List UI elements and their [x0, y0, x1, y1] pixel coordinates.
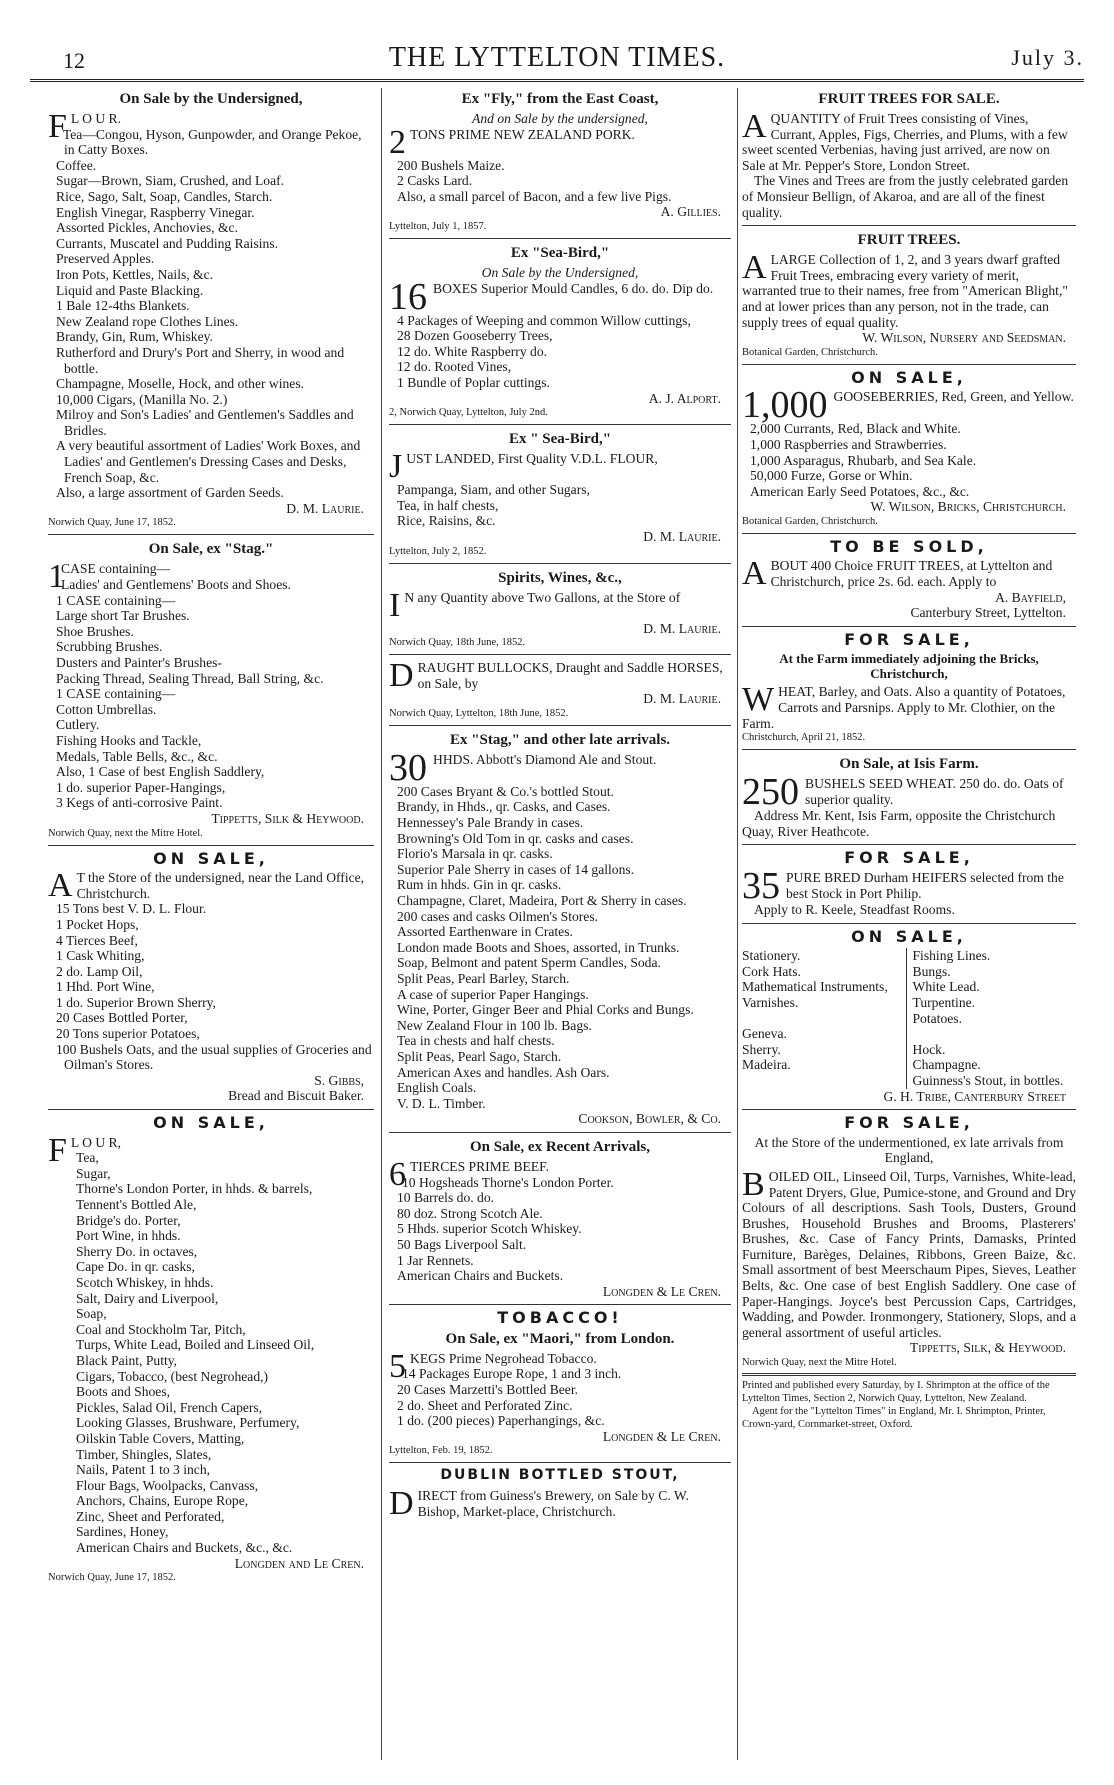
masthead-rule	[30, 79, 1084, 86]
list-line: 20 Cases Marzetti's Bottled Beer.	[397, 1382, 579, 1398]
list-line: Stationery.	[742, 948, 801, 964]
list-line: 1 CASE containing—	[56, 686, 176, 702]
advert-heading: DUBLIN BOTTLED STOUT,	[440, 1467, 680, 1484]
advert-to-be-sold	[742, 536, 1076, 621]
advert-first-line: L O U R.	[70, 111, 122, 126]
advert-list	[48, 127, 374, 501]
advert-paragraph: The Vines and Trees are from the justly celebrated garden of Monsieur Bellign, of Akaroa, and are all of the finest quality.	[742, 173, 1069, 220]
list-line: 1 do. (200 pieces) Paperhangings, &c.	[397, 1413, 605, 1429]
advert-recent-arrivals	[389, 1138, 731, 1299]
list-line: London made Boots and Shoes, assorted, in Trunks.	[397, 939, 680, 955]
advert-signature: A. Bayfield,	[995, 589, 1066, 605]
advert-dateline: Norwich Quay, June 17, 1852.	[48, 517, 176, 529]
list-line: 200 Cases Bryant & Co.'s bottled Stout.	[397, 783, 614, 799]
list-line: Rutherford and Drury's Port and Sherry, in wood and bottle.	[56, 344, 345, 376]
imprint-line: Printed and published every Saturday, by I. Shrimpton at the office of the Lyttelton Times, Section 2, Norwich Quay, Lyttelton, New Zealand.	[742, 1380, 1050, 1405]
advert-tobacco	[389, 1310, 731, 1457]
advert-heading: On Sale by the Undersigned,	[119, 91, 303, 107]
advert-first-line: LARGE Collection of 1, 2, and 3 years dwarf grafted Fruit Trees, embracing every variety of merit, warranted true to their names, free from "American Blight," and at lower prices than any person, not in the trade, can supply trees of equal quality.	[742, 252, 1068, 330]
advert-fly	[389, 90, 731, 233]
list-line: 12 do. Rooted Vines,	[397, 359, 512, 375]
list-line: Bridge's do. Porter,	[76, 1212, 181, 1228]
list-line: 10 Hogsheads Thorne's London Porter.	[402, 1174, 614, 1190]
advert-first-line: HEAT, Barley, and Oats. Also a quantity of Potatoes, Carrots and Parsnips. Apply to Mr. Clothier, on the Farm.	[742, 684, 1066, 731]
list-line: 50,000 Furze, Gorse or Whin.	[750, 468, 913, 484]
list-line: 1 CASE containing—	[56, 592, 176, 608]
page-number: 12	[63, 48, 85, 73]
list-line: Scrubbing Brushes.	[56, 639, 163, 655]
list-line: Cutlery.	[56, 717, 100, 733]
column-rule	[737, 88, 738, 1760]
list-line: New Zealand Flour in 100 lb. Bags.	[397, 1017, 592, 1033]
list-line: American Chairs and Buckets, &c., &c.	[76, 1540, 293, 1556]
list-line: Pickles, Salad Oil, French Capers,	[76, 1399, 263, 1415]
advert-list	[389, 784, 731, 1111]
list-line: American Chairs and Buckets.	[397, 1268, 564, 1284]
drop-cap: A	[48, 867, 73, 905]
list-line: Champagne, Claret, Madeira, Port & Sherry in cases.	[397, 893, 687, 909]
advert-signature: A. Gillies.	[660, 204, 721, 220]
list-line: Shoe Brushes.	[56, 623, 134, 639]
advert-heading: Ex " Sea-Bird,"	[508, 431, 612, 448]
list-line: Sherry Do. in octaves,	[76, 1243, 198, 1259]
advert-subheading: At the Farm immediately adjoining the Bricks, Christchurch,	[779, 651, 1039, 682]
list-line: Florio's Marsala in qr. casks.	[397, 846, 553, 862]
advert-subheading: At the Store of the undermentioned, ex late arrivals from England,	[754, 1134, 1064, 1166]
list-line: 10 Barrels do. do.	[397, 1190, 495, 1206]
list-line: New Zealand rope Clothes Lines.	[56, 313, 239, 329]
list-line: 20 Tons superior Potatoes,	[56, 1026, 200, 1042]
advert-first-line: QUANTITY of Fruit Trees consisting of Vines, Currant, Apples, Figs, Cherries, and Plums, with a few sweet scented Verbenias, having just arrived, are now on Sale at Mr. Pepper's Store, London Street.	[742, 111, 1068, 173]
list-line: A very beautiful assortment of Ladies' Work Boxes, and Ladies' and Gentlemen's Dressing Cases and Desks, French Soap, &c.	[56, 438, 361, 485]
list-line: Pampanga, Siam, and other Sugars,	[397, 482, 590, 498]
list-line	[913, 1026, 1077, 1042]
advert-heading: Ex "Fly," from the East Coast,	[461, 91, 659, 107]
advert-first-line: BOXES Superior Mould Candles, 6 do. do. Dip do.	[433, 280, 714, 296]
advert-first-line: TONS PRIME NEW ZEALAND PORK.	[410, 126, 635, 142]
list-line: Looking Glasses, Brushware, Perfumery,	[76, 1415, 300, 1431]
advert-heifers	[742, 850, 1076, 917]
list-line: Rice, Sago, Salt, Soap, Candles, Starch.	[56, 188, 273, 204]
advert-dateline: Norwich Quay, June 17, 1852.	[48, 1572, 176, 1584]
list-line: American Early Seed Potatoes, &c., &c.	[750, 483, 970, 499]
advert-heading: TO BE SOLD,	[830, 536, 988, 556]
list-line: Rum in hhds. Gin in qr. casks.	[397, 877, 562, 893]
advert-first-line: OILED OIL, Linseed Oil, Turps, Varnishes, White-lead, Patent Dryers, Glue, Pumice-stone, and Ground and Dry Colours of all descriptions. Sash Tools, Dusters, Ground Brushes, Household Brushes and Brooms, Plasterers' Brushes, &c. Case of Fancy Prints, Damasks, Printed Furniture, Barèges, Delaines, Ribbons, Green Baize, &c. Small assortment of best Meerschaum Pipes, Sieves, Leather Belts, &c. One case of best English Saddlery. One case of Paper-Hangings. Joyce's best Percussion Caps, Cartridges, Wadding, and Powder. Ironmongery, Stationery, Slops, and a general assortment of useful articles.	[742, 1168, 1076, 1340]
list-line: 200 cases and casks Oilmen's Stores.	[397, 908, 599, 924]
advert-gibbs	[48, 848, 374, 1105]
advert-heading: ON SALE,	[153, 1113, 269, 1133]
list-line: Geneva.	[742, 1026, 787, 1042]
advert-signature: D. M. Laurie.	[643, 620, 721, 636]
list-line: 1 Bundle of Poplar cuttings.	[397, 374, 550, 390]
list-line: 1,000 Raspberries and Strawberries.	[750, 436, 947, 452]
list-line: Medals, Table Bells, &c., &c.	[56, 748, 218, 764]
list-line: Ladies' and Gentlemens' Boots and Shoes.	[61, 577, 291, 593]
advert-heading: Spirits, Wines, &c.,	[498, 569, 622, 586]
list-line: Anchors, Chains, Europe Rope,	[76, 1493, 249, 1509]
list-line: Zinc, Sheet and Perforated,	[76, 1508, 225, 1524]
list-line: American Axes and handles. Ash Oars.	[397, 1064, 610, 1080]
advert-first-line: L O U R,	[70, 1134, 122, 1150]
advert-tribe	[742, 926, 1076, 1105]
advert-subheading: On Sale, ex "Maori," from London.	[445, 1330, 675, 1347]
list-line: Coal and Stockholm Tar, Pitch,	[76, 1321, 246, 1337]
advert-first-line: BUSHELS SEED WHEAT. 250 do. do. Oats of superior quality.	[805, 776, 1064, 807]
advert-list	[389, 313, 731, 391]
advert-signature: D. M. Laurie.	[643, 691, 721, 707]
advert-heading: FRUIT TREES FOR SALE.	[818, 91, 1000, 107]
advert-list	[48, 1150, 374, 1555]
advert-list	[389, 482, 731, 529]
advert-signature: Longden and Le Cren.	[234, 1555, 364, 1571]
list-line: 100 Bushels Oats, and the usual supplies of Groceries and Oilman's Stores.	[56, 1041, 372, 1073]
advert-heading: Ex "Sea-Bird,"	[510, 244, 610, 261]
list-line: Scotch Whiskey, in hhds.	[76, 1274, 214, 1290]
advert-signature-line: Canterbury Street, Lyttelton.	[910, 605, 1066, 621]
advert-signature: Tippetts, Silk & Heywood.	[211, 810, 364, 826]
advert-dateline: Norwich Quay, next the Mitre Hotel.	[48, 827, 203, 839]
advert-list	[742, 421, 1076, 499]
list-line: Fishing Hooks and Tackle,	[56, 732, 202, 748]
list-line: Madeira.	[742, 1057, 791, 1073]
advert-heading: ON SALE,	[153, 848, 269, 868]
list-line: 4 Tierces Beef,	[56, 932, 138, 948]
advert-fruit-trees-wilson	[742, 231, 1076, 359]
list-line: Mathematical Instruments,	[742, 979, 888, 995]
list-line: Also, 1 Case of best English Saddlery,	[56, 764, 265, 780]
advert-flour-laurie	[48, 90, 374, 529]
list-line: Packing Thread, Sealing Thread, Ball String, &c.	[56, 670, 324, 686]
advert-signature: D. M. Laurie.	[286, 500, 364, 516]
list-line: Soap,	[76, 1306, 107, 1322]
masthead	[30, 30, 1084, 73]
list-line: CASE containing—	[61, 561, 171, 577]
list-line: 20 Cases Bottled Porter,	[56, 1010, 188, 1026]
list-line: Thorne's London Porter, in hhds. & barrels,	[76, 1181, 313, 1197]
list-line: Sherry.	[742, 1041, 781, 1057]
drop-cap: 2	[389, 123, 406, 161]
advert-tippetts	[742, 1115, 1076, 1369]
advert-stag	[48, 540, 374, 839]
advert-heading: TOBACCO!	[497, 1308, 623, 1328]
list-line: Iron Pots, Kettles, Nails, &c.	[56, 266, 214, 282]
list-line: 1 do. superior Paper-Hangings,	[56, 779, 226, 795]
list-line: Champagne.	[912, 1057, 981, 1073]
imprint-agent: Agent for the "Lyttelton Times" in England, Mr. I. Shrimpton, Printer, Crown-yard, Cornmarket-street, Oxford.	[742, 1406, 1046, 1431]
list-line: 1,000 Asparagus, Rhubarb, and Sea Kale.	[750, 452, 977, 468]
advert-spirits	[389, 569, 731, 650]
advert-dateline: Norwich Quay, Lyttelton, 18th June, 1852.	[389, 707, 569, 719]
list-line: Dusters and Painter's Brushes-	[56, 655, 222, 670]
list-line: Split Peas, Pearl Sago, Starch.	[397, 1048, 562, 1064]
list-line: Bungs.	[912, 963, 951, 979]
printer-imprint	[742, 1373, 1076, 1431]
list-line: Cotton Umbrellas.	[56, 701, 157, 717]
list-line: Timber, Shingles, Slates,	[76, 1446, 212, 1462]
advert-gooseberries	[742, 367, 1076, 528]
drop-cap: J	[389, 448, 403, 486]
list-line: Sardines, Honey,	[76, 1524, 169, 1540]
advert-list	[48, 901, 374, 1073]
list-line: Also, a large assortment of Garden Seeds.	[56, 485, 284, 501]
list-line: 4 Packages of Weeping and common Willow cuttings,	[397, 312, 691, 328]
list-line: Nails, Patent 1 to 3 inch,	[76, 1462, 211, 1478]
advert-first-line: UST LANDED, First Quality V.D.L. FLOUR,	[406, 451, 658, 467]
drop-cap: I	[389, 586, 401, 624]
list-line: Preserved Apples.	[56, 251, 155, 267]
list-line: 200 Bushels Maize.	[397, 157, 505, 173]
list-line: 1 Pocket Hops,	[56, 916, 139, 932]
drop-cap: 1,000	[742, 384, 828, 427]
advert-seabird-laurie	[389, 430, 731, 557]
advert-bullocks	[389, 657, 731, 720]
issue-date: July 3.	[1011, 45, 1084, 70]
list-line: Champagne, Moselle, Hock, and other wines.	[56, 376, 305, 392]
advert-list	[48, 558, 374, 811]
list-line: Tea—Congou, Hyson, Gunpowder, and Orange Pekoe, in Catty Boxes.	[62, 126, 362, 158]
drop-cap: 6	[389, 1155, 406, 1193]
advert-heading: Ex "Stag," and other late arrivals.	[449, 731, 671, 748]
drop-cap: 250	[742, 771, 799, 814]
advert-first-line: KEGS Prime Negrohead Tobacco.	[410, 1350, 597, 1366]
advert-isis-farm	[742, 755, 1076, 839]
list-line: 1 Cask Whiting,	[56, 948, 145, 964]
list-line: A case of superior Paper Hangings.	[397, 986, 589, 1002]
newspaper-title: THE LYTTELTON TIMES.	[388, 42, 726, 73]
list-line: Tea,	[76, 1150, 99, 1166]
advert-dateline: 2, Norwich Quay, Lyttelton, July 2nd.	[389, 407, 548, 419]
list-line	[742, 1011, 906, 1027]
advert-dateline: Lyttelton, July 1, 1857.	[389, 220, 487, 232]
advert-dateline: Lyttelton, Feb. 19, 1852.	[389, 1445, 493, 1457]
advert-heading: FRUIT TREES.	[857, 232, 961, 249]
list-line: Hock.	[912, 1041, 946, 1057]
drop-cap: A	[742, 249, 767, 287]
list-line: Browning's Old Tom in qr. casks and cases.	[397, 830, 634, 846]
list-line: Soap, Belmont and patent Sperm Candles, Soda.	[397, 955, 661, 971]
advert-list-left	[742, 948, 907, 1088]
advert-list	[389, 1366, 731, 1428]
advert-heading: ON SALE,	[851, 926, 967, 946]
list-line: 15 Tons best V. D. L. Flour.	[56, 901, 207, 917]
list-line: Assorted Earthenware in Crates.	[397, 924, 573, 940]
advert-dateline: Christchurch, April 21, 1852.	[742, 732, 866, 744]
advert-signature: Longden & Le Cren.	[602, 1428, 721, 1444]
advert-wheat	[742, 629, 1076, 744]
list-line: 50 Bags Liverpool Salt.	[397, 1236, 527, 1252]
list-line: Tea, in half chests,	[397, 497, 499, 513]
list-line: 80 doz. Strong Scotch Ale.	[397, 1205, 543, 1221]
advert-subheading: And on Sale by the undersigned,	[472, 111, 648, 126]
list-line: Brandy, Gin, Rum, Whiskey.	[56, 329, 213, 345]
list-line: Black Paint, Putty,	[76, 1352, 178, 1368]
list-line: Potatoes.	[912, 1010, 962, 1026]
advert-signature: Cookson, Bowler, & Co.	[578, 1111, 721, 1127]
list-line: 3 Kegs of anti-corrosive Paint.	[56, 795, 223, 811]
advert-dateline: Botanical Garden, Christchurch.	[742, 515, 878, 527]
advert-signature: W. Wilson, Bricks, Christchurch.	[870, 499, 1066, 515]
advert-signature: D. M. Laurie.	[643, 528, 721, 544]
advert-dateline: Norwich Quay, 18th June, 1852.	[389, 637, 526, 649]
list-line: Tea in chests and half chests.	[397, 1033, 555, 1049]
list-line: 1 Bale 12-4ths Blankets.	[56, 298, 190, 314]
advert-list	[389, 1175, 731, 1284]
list-line: Guinness's Stout, in bottles.	[912, 1072, 1064, 1088]
list-line: Assorted Pickles, Anchovies, &c.	[56, 220, 238, 236]
list-line: Currants, Muscatel and Pudding Raisins.	[56, 235, 279, 251]
list-line: Cigars, Tobacco, (best Negrohead,)	[76, 1368, 269, 1384]
column-2	[389, 88, 731, 1760]
advert-first-line: PURE BRED Durham HEIFERS selected from the best Stock in Port Philip.	[786, 870, 1064, 901]
advert-first-line: RAUGHT BULLOCKS, Draught and Saddle HORSES, on Sale, by	[417, 660, 723, 691]
drop-cap: 35	[742, 865, 780, 907]
list-line: Salt, Dairy and Liverpool,	[76, 1290, 219, 1306]
list-line: Oilskin Table Covers, Matting,	[76, 1430, 245, 1446]
list-line: Brandy, in Hhds., qr. Casks, and Cases.	[397, 799, 611, 815]
advert-heading: On Sale, ex "Stag."	[148, 541, 274, 558]
list-line: 12 do. White Raspberry do.	[397, 343, 548, 359]
list-line: Boots and Shoes,	[76, 1384, 171, 1400]
advert-dateline: Lyttelton, July 2, 1852.	[389, 545, 487, 557]
advert-heading: FOR SALE,	[844, 848, 974, 868]
list-line: 2 do. Lamp Oil,	[56, 963, 143, 979]
list-line: Sugar—Brown, Siam, Crushed, and Loaf.	[56, 173, 285, 189]
drop-cap: A	[742, 108, 767, 145]
list-line: Also, a small parcel of Bacon, and a few live Pigs.	[397, 188, 672, 204]
advert-first-line: TIERCES PRIME BEEF.	[410, 1158, 550, 1174]
list-line: 2 Casks Lard.	[397, 173, 473, 189]
advert-heading: FOR SALE,	[844, 1113, 974, 1133]
advert-signature: A. J. Alport.	[648, 390, 721, 406]
advert-signature: Tippetts, Silk, & Heywood.	[909, 1340, 1066, 1356]
list-line: White Lead.	[912, 979, 980, 995]
advert-first-line: HHDS. Abbott's Diamond Ale and Stout.	[433, 751, 657, 767]
list-line: Tennent's Bottled Ale,	[76, 1197, 197, 1212]
list-line: Milroy and Son's Ladies' and Gentlemen's Saddles and Bridles.	[56, 407, 354, 438]
drop-cap: F	[48, 1131, 67, 1169]
two-column-list	[742, 948, 1076, 1088]
advert-cookson	[389, 731, 731, 1127]
list-line: Turps, White Lead, Boiled and Linseed Oil,	[76, 1337, 315, 1353]
advert-seabird-alport	[389, 244, 731, 419]
drop-cap: 30	[389, 746, 427, 789]
list-line: Liquid and Paste Blacking.	[56, 282, 204, 298]
advert-first-line: N any Quantity above Two Gallons, at the Store of	[404, 589, 681, 605]
advert-heading: FOR SALE,	[844, 629, 974, 649]
drop-cap: 16	[389, 275, 427, 318]
advert-first-line: T the Store of the undersigned, near the Land Office, Christchurch.	[76, 870, 365, 901]
list-line: Fishing Lines.	[912, 948, 991, 964]
list-line: Wine, Porter, Ginger Beer and Phial Corks and Bungs.	[397, 1002, 694, 1018]
advert-list-right	[913, 948, 1077, 1088]
advert-signature-line: Bread and Biscuit Baker.	[228, 1088, 364, 1104]
list-line: Hennessey's Pale Brandy in cases.	[397, 815, 584, 831]
list-line: Superior Pale Sherry in cases of 14 gallons.	[397, 861, 635, 877]
advert-signature: S. Gibbs,	[314, 1072, 364, 1088]
advert-dateline: Norwich Quay, next the Mitre Hotel.	[742, 1357, 897, 1369]
advert-fruit-trees-sale	[742, 90, 1076, 220]
advert-heading: On Sale, at Isis Farm.	[839, 756, 979, 773]
list-line: Coffee.	[56, 157, 97, 173]
drop-cap: W	[742, 681, 775, 719]
drop-cap: D	[389, 657, 414, 695]
list-line: 2,000 Currants, Red, Black and White.	[750, 421, 961, 437]
column-rule	[381, 88, 382, 1760]
list-line: Port Wine, in hhds.	[76, 1228, 181, 1244]
list-line: Cape Do. in qr. casks,	[76, 1259, 195, 1275]
drop-cap: 5	[389, 1347, 406, 1385]
advert-signature: G. H. Tribe, Canterbury Street	[883, 1088, 1066, 1104]
list-line: Varnishes.	[742, 994, 799, 1010]
advert-heading: ON SALE,	[851, 367, 967, 387]
list-line: Cork Hats.	[742, 963, 801, 979]
list-line: 1 do. Superior Brown Sherry,	[56, 994, 216, 1010]
drop-cap: B	[742, 1165, 765, 1203]
advert-paragraph: Address Mr. Kent, Isis Farm, opposite the Christchurch Quay, River Heathcote.	[742, 808, 1056, 839]
column-3	[742, 88, 1076, 1760]
list-line: Sugar,	[76, 1165, 111, 1181]
advert-signature: W. Wilson, Nursery and Seedsman.	[862, 330, 1066, 346]
list-line: 1 Hhd. Port Wine,	[56, 979, 155, 995]
advert-longden	[48, 1115, 374, 1584]
advert-heading: On Sale, ex Recent Arrivals,	[470, 1138, 650, 1155]
drop-cap: D	[389, 1485, 414, 1523]
list-line: Rice, Raisins, &c.	[397, 513, 496, 529]
advert-signature: Longden & Le Cren.	[602, 1283, 721, 1299]
list-line: V. D. L. Timber.	[397, 1095, 486, 1111]
advert-dateline: Botanical Garden, Christchurch.	[742, 346, 878, 358]
list-line: 2 do. Sheet and Perforated Zinc.	[397, 1397, 573, 1413]
drop-cap: F	[48, 108, 67, 145]
list-line: 1 Jar Rennets.	[397, 1252, 474, 1268]
advert-paragraph: Apply to R. Keele, Steadfast Rooms.	[754, 902, 955, 917]
advert-subheading: On Sale by the Undersigned,	[481, 264, 639, 280]
advert-first-line: IRECT from Guiness's Brewery, on Sale by C. W. Bishop, Market-place, Christchurch.	[417, 1488, 689, 1519]
drop-cap: A	[742, 555, 767, 593]
list-line: 5 Hhds. superior Scotch Whiskey.	[397, 1221, 582, 1237]
list-line: English Coals.	[397, 1080, 477, 1096]
list-line: English Vinegar, Raspberry Vinegar.	[56, 204, 255, 220]
list-line: Large short Tar Brushes.	[56, 608, 190, 624]
list-line: Turpentine.	[912, 994, 976, 1010]
drop-cap: 1	[48, 558, 65, 596]
list-line: Split Peas, Pearl Barley, Starch.	[397, 971, 570, 986]
list-line: 10,000 Cigars, (Manilla No. 2.)	[56, 391, 228, 407]
list-line: 28 Dozen Gooseberry Trees,	[397, 328, 553, 344]
list-line: Flour Bags, Woolpacks, Canvass,	[76, 1477, 259, 1493]
advert-list	[389, 158, 731, 205]
advert-first-line: GOOSEBERRIES, Red, Green, and Yellow.	[833, 389, 1074, 405]
advert-stout	[389, 1467, 731, 1523]
column-1	[48, 88, 374, 1760]
advert-first-line: BOUT 400 Choice FRUIT TREES, at Lyttelton and Christchurch, price 2s. 6d. each. Apply to	[770, 558, 1053, 590]
list-line: 14 Packages Europe Rope, 1 and 3 inch.	[402, 1366, 622, 1382]
